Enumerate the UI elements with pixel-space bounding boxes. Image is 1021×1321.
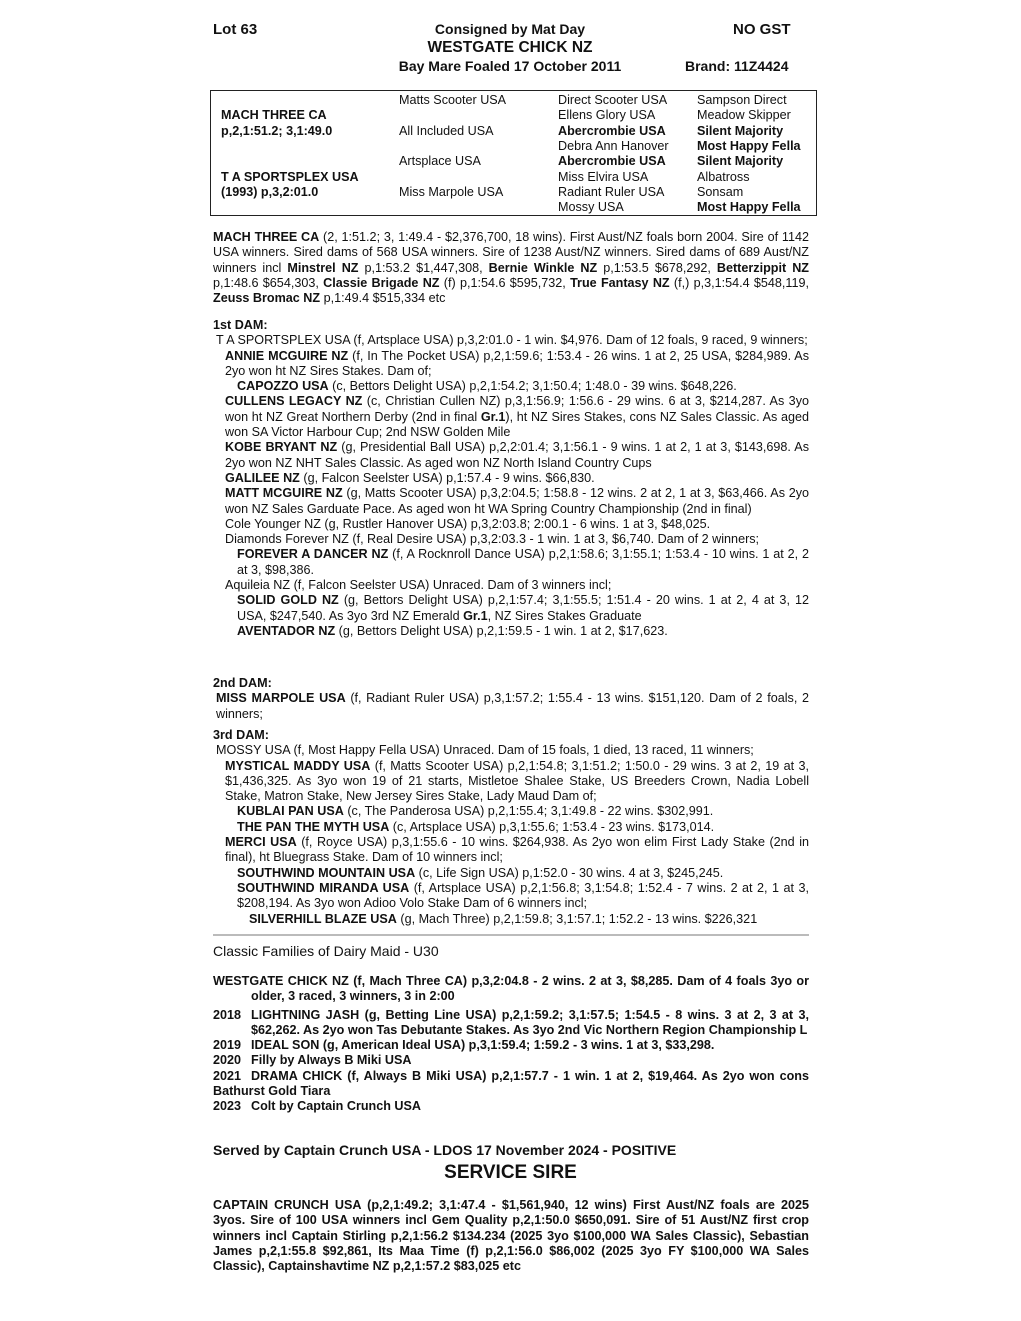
sire-name: MACH THREE CA [213,230,320,244]
first-dam-intro: T A SPORTSPLEX USA (f, Artsplace USA) p,3,2:01.0 - 1 win. $4,976. Dam of 12 foals, 9 raced, 9 winners; [216,333,808,348]
progeny-name: THE PAN THE MYTH USA [237,819,390,834]
progeny-entry [213,379,809,394]
second-dam-section [213,676,809,722]
family-title: Classic Families of Dairy Maid - U30 [213,943,439,959]
pedigree-g4: Meadow Skipper [697,108,791,122]
produce-text: IDEAL SON (g, American Ideal USA) p,3,1:59.4; 1:59.2 - 3 wins. 1 at 3, $33,298. [251,1038,715,1053]
progeny-name: FOREVER A DANCER NZ [237,547,389,562]
pedigree-g2: All Included USA [399,124,494,138]
pedigree-g4: Albatross [697,170,750,184]
third-dam-heading: 3rd DAM: [213,728,269,742]
pedigree-dam: T A SPORTSPLEX USA [221,170,359,184]
sire-text: (2, 1:51.2; 3, 1:49.4 - $2,376,700, 18 wins). First Aust/NZ foals born 2004. Sire of 1142 USA winners. Sired dams of 568 USA winners. Sire of 1238 Aust/NZ winners. Sired dams of 689 Aust/NZ winners incl [213,230,809,275]
progeny-entry [213,820,809,835]
progeny-entry: Diamonds Forever NZ (f, Real Desire USA) p,3,2:03.3 - 1 win. 1 at 3, $6,740. Dam of 2 winners; [225,532,760,547]
progeny-text: (f, In The Pocket USA) p,2,1:59.6; 1:53.4 - 26 wins. 1 at 2, 25 USA, $284,989. As 2yo won ht NZ Sires Stakes. Dam of; [225,348,809,378]
pedigree-g2: Matts Scooter USA [399,93,507,107]
third-dam-intro: MOSSY USA (f, Most Happy Fella USA) Unraced. Dam of 15 foals, 1 died, 13 raced, 11 winners; [216,743,754,758]
pedigree-sire-record: p,2,1:51.2; 3,1:49.0 [221,124,333,138]
progeny-text: (c, Christian Cullen NZ) p,3,1:56.9; 1:56.6 - 29 wins. 6 at 3, $214,287. As 3yo won ht NZ Great Northern Derby (2nd in final [225,394,809,424]
produce-text: LIGHTNING JASH (g, Betting Line USA) p,2,1:59.2; 3,1:57.5; 1:54.5 - 8 wins. 3 at 2, 3 at 3, $62,262. As 2yo won Tas Debutante Stakes. As 3yo 2nd Vic Northern Region Championship L [251,1007,809,1037]
sire-progeny: Bernie Winkle NZ [488,260,598,275]
produce-row [213,1099,809,1114]
consignor: Consigned by Mat Day [434,21,586,37]
gst-status: NO GST [733,21,791,38]
progeny-text: ), ht NZ Sires Stakes, cons NZ Sales Classic. As aged won SA Victor Harbour Cup; 2nd NSW Golden Mile [225,409,809,440]
group-grade: Gr.1 [463,608,488,623]
produce-year: 2020 [213,1053,242,1068]
produce-text: Filly by Always B Miki USA [251,1053,412,1068]
second-dam-heading: 2nd DAM: [213,676,272,690]
sire-text: (f) p,1:54.6 $595,732, [439,275,571,290]
pedigree-g2: Miss Marpole USA [399,185,504,199]
pedigree-g3: Debra Ann Hanover [558,139,669,153]
produce-row [213,1038,809,1053]
progeny-entry [213,547,809,578]
progeny-name: SOUTHWIND MIRANDA USA [237,880,410,895]
pedigree-g4: Most Happy Fella [697,139,801,153]
progeny-text: (g, Presidential Ball USA) p,2,2:01.4; 3,1:56.1 - 9 wins. 1 at 2, 1 at 3, $143,698. As 2yo won NZ NHT Sales Classic. As aged won NZ North Island Country Cups [225,440,809,470]
progeny-name: MERCI USA [225,835,297,850]
progeny-entry [213,759,809,805]
produce-text: DRAMA CHICK (f, Always B Miki USA) p,2,1:57.7 - 1 win. 1 at 2, $19,464. As 2yo won cons Bathurst Gold Tiara [213,1068,809,1099]
produce-record [213,974,809,1115]
pedigree-dam-record: (1993) p,3,2:01.0 [221,185,319,199]
sire-text: p,1:53.5 $678,292, [597,260,717,275]
sire-text: p,1:49.4 $515,334 etc [320,291,446,306]
progeny-entry [213,804,809,819]
pedigree-g4: Most Happy Fella [697,200,801,214]
sire-progeny: Classie Brigade NZ [323,275,440,290]
progeny-text: (c, Bettors Delight USA) p,2,1:54.2; 3,1:50.4; 1:48.0 - 39 wins. $648,226. [328,379,737,394]
foaling-info: Bay Mare Foaled 17 October 2011 [398,58,622,74]
produce-year: 2018 [213,1007,242,1022]
pedigree-table [210,90,817,216]
produce-year: 2019 [213,1038,242,1053]
progeny-name: MYSTICAL MADDY USA [225,758,371,773]
service-sire-text: CAPTAIN CRUNCH USA (p,2,1:49.2; 3,1:47.4 - $1,561,940, 12 wins) First Aust/NZ foals are 2025 3yos. Sire of 100 USA winners incl Gem Quality p,2,1:50.0 $650,091. Sire of 51 Aust/NZ first crop winners incl Captain Stirling p,2,1:56.2 $134.234 (2025 3yo $100,000 WA Sales Classic), Sebastian James p,2,1:55.8 $92,861, Its Maa Time (f) p,2,1:56.0 $86,002 (2025 3yo FY $100,000 WA Sales Classic), Captainshavtime NZ p,2,1:57.2 $83,025 etc [213,1198,809,1274]
pedigree-g4: Silent Majority [697,124,784,138]
produce-year: 2023 [213,1099,242,1114]
progeny-entry [213,349,809,380]
produce-text: Colt by Captain Crunch USA [251,1099,422,1114]
progeny-entry [213,912,809,927]
third-dam-section [213,728,809,927]
dam-text: (f, Radiant Ruler USA) p,3,1:57.2; 1:55.4 - 13 wins. $151,120. Dam of 2 foals, 2 winners; [216,691,809,721]
pedigree-g3: Mossy USA [558,200,624,214]
first-dam-section [213,318,809,639]
produce-row [213,1008,809,1039]
progeny-text: (c, The Panderosa USA) p,2,1:55.4; 3,1:49.8 - 22 wins. $302,991. [343,804,714,819]
progeny-name: GALILEE NZ [225,470,300,485]
produce-row [213,1069,809,1100]
dam-name: MISS MARPOLE USA [216,691,346,706]
pedigree-g4: Sonsam [697,185,744,199]
progeny-name: CAPOZZO USA [237,379,329,394]
progeny-name: KUBLAI PAN USA [237,804,344,819]
progeny-name: KOBE BRYANT NZ [225,440,338,455]
lot-number: Lot 63 [213,21,258,38]
second-dam-entry [213,691,809,722]
service-sire-title: SERVICE SIRE [444,1162,577,1183]
sire-text: p,1:48.6 $654,303, [213,275,324,290]
progeny-text: (f, Royce USA) p,3,1:55.6 - 10 wins. $264,938. As 2yo won elim First Lady Stake (2nd in final), ht Bluegrass Stake. Dam of 10 winners incl; [225,835,810,865]
pedigree-g3: Ellens Glory USA [558,108,656,122]
pedigree-g4: Sampson Direct [697,93,787,107]
served-by: Served by Captain Crunch USA - LDOS 17 November 2024 - POSITIVE [213,1142,677,1158]
sire-progeny: Betterzippit NZ [716,260,809,275]
progeny-entry [213,471,809,486]
progeny-text: (g, Bettors Delight USA) p,2,1:57.4; 3,1:55.5; 1:51.4 - 20 wins. 1 at 2, 4 at 3, 12 USA, $247,540. As 3yo 3rd NZ Emerald [237,593,809,623]
sire-summary [213,230,809,306]
progeny-text: (c, Artsplace USA) p,3,1:55.6; 1:53.4 - 23 wins. $173,014. [389,819,715,834]
progeny-text: (f, Artsplace USA) p,2,1:56.8; 3,1:54.8; 1:52.4 - 7 wins. 2 at 2, 1 at 3, $208,194. As 3yo won Adioo Volo Stake Dam of 6 winners incl; [237,880,809,911]
progeny-name: CULLENS LEGACY NZ [225,394,363,409]
progeny-name: AVENTADOR NZ [237,623,336,638]
progeny-entry [213,440,809,471]
progeny-text: (c, Life Sign USA) p,1:52.0 - 30 wins. 4 at 3, $245,245. [415,865,724,880]
progeny-entry [213,624,809,639]
progeny-entry [213,486,809,517]
progeny-text: , NZ Sires Stakes Graduate [487,608,642,623]
pedigree-g3: Abercrombie USA [558,154,666,168]
progeny-name: ANNIE MCGUIRE NZ [225,348,349,363]
progeny-text: (g, Falcon Seelster USA) p,1:57.4 - 9 wins. $66,830. [299,470,595,485]
pedigree-g4: Silent Majority [697,154,784,168]
sire-progeny: Zeuss Bromac NZ [213,291,321,306]
progeny-text: (g, Matts Scooter USA) p,3,2:04.5; 1:58.8 - 12 wins. 2 at 2, 1 at 3, $63,466. As 2yo won NZ Sales Garduate Pace. As aged won ht WA Spring Country Championship (2nd in final) [225,486,810,516]
pedigree-g3: Direct Scooter USA [558,93,668,107]
progeny-text: (g, Bettors Delight USA) p,2,1:59.5 - 1 win. 1 at 2, $17,623. [335,623,668,638]
progeny-text: (f, Matts Scooter USA) p,2,1:54.8; 3,1:51.2; 1:50.0 - 29 wins. 3 at 2, 19 at 3, $1,436,325. As 3yo won 19 of 21 starts, Mistletoe Shalee Stake, US Breeders Crown, Nadia Lobell Stake, Matron Stake, New Jersey Sires Stake, Lady Maud Dam of; [225,758,809,804]
progeny-entry: Aquileia NZ (f, Falcon Seelster USA) Unraced. Dam of 3 winners incl; [225,578,612,593]
sire-progeny: Minstrel NZ [287,260,359,275]
pedigree-g3: Radiant Ruler USA [558,185,665,199]
section-divider [213,934,809,936]
pedigree-g3: Miss Elvira USA [558,170,649,184]
sire-text: p,1:53.2 $1,447,308, [358,260,489,275]
progeny-name: MATT MCGUIRE NZ [225,486,343,501]
progeny-text: (g, Mach Three) p,2,1:59.8; 3,1:57.1; 1:52.2 - 13 wins. $226,321 [396,911,758,926]
progeny-entry [213,593,809,624]
mare-record: WESTGATE CHICK NZ (f, Mach Three CA) p,3,2:04.8 - 2 wins. 2 at 3, $8,285. Dam of 4 foals 3yo or older, 3 raced, 3 winners, 3 in 2:00 [213,974,809,1004]
progeny-name: SOLID GOLD NZ [237,593,339,608]
group-grade: Gr.1 [480,409,506,424]
produce-year: 2021 [213,1068,242,1083]
progeny-name: SOUTHWIND MOUNTAIN USA [237,865,416,880]
progeny-entry: Cole Younger NZ (g, Rustler Hanover USA) p,3,2:03.8; 2:00.1 - 6 wins. 1 at 3, $48,025. [225,516,711,531]
pedigree-g3: Abercrombie USA [558,124,666,138]
progeny-entry [213,835,809,866]
horse-name: WESTGATE CHICK NZ [427,39,593,56]
pedigree-sire: MACH THREE CA [221,108,327,122]
pedigree-g2: Artsplace USA [399,154,481,168]
progeny-name: SILVERHILL BLAZE USA [249,911,397,926]
sire-progeny: True Fantasy NZ [570,275,670,290]
first-dam-heading: 1st DAM: [213,318,268,332]
sire-text: (f,) p,3,1:54.4 $548,119, [669,275,809,290]
progeny-text: (f, A Rocknroll Dance USA) p,2,1:58.6; 3,1:55.1; 1:53.4 - 10 wins. 1 at 2, 2 at 3, $98,386. [237,547,809,577]
progeny-entry [213,881,809,912]
progeny-entry [213,394,809,440]
progeny-entry [213,866,809,881]
brand: Brand: 11Z4424 [685,58,789,74]
produce-row [213,1053,809,1068]
